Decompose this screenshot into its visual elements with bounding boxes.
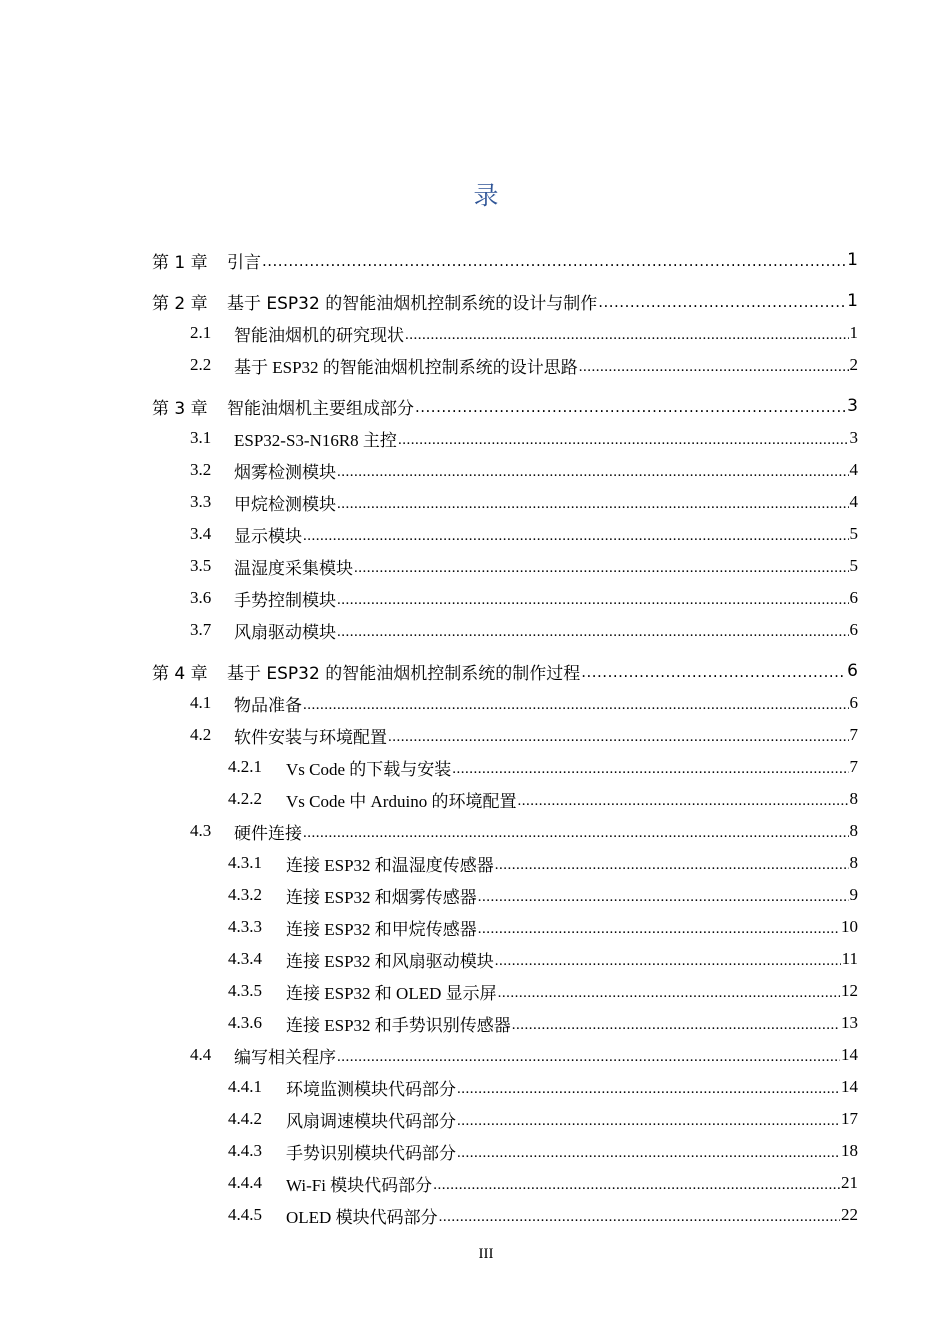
toc-entry[interactable] (190, 1039, 858, 1071)
toc-entry-number: 4.2.2 (228, 789, 262, 808)
toc-entry-page: 14 (841, 1077, 858, 1096)
toc-entry-title: 连接 ESP32 和 OLED 显示屏 (286, 983, 497, 1003)
toc-entry-number: 4.4 (190, 1045, 212, 1064)
toc-entry-title: Wi-Fi 模块代码部分 (286, 1175, 433, 1195)
toc-entry-page: 3 (849, 428, 858, 447)
toc-entry[interactable] (228, 1103, 858, 1135)
toc-entry-number: 第 2 章 (152, 293, 208, 314)
toc-entry-title: ESP32-S3-N16R8 主控 (234, 430, 397, 450)
dot-leader (457, 1142, 840, 1162)
toc-entry-title: 基于 ESP32 的智能油烟机控制系统的设计思路 (234, 357, 578, 377)
toc-entry-title: 软件安装与环境配置 (234, 727, 387, 747)
toc-entry-page: 5 (849, 556, 858, 575)
toc-entry[interactable] (190, 422, 858, 454)
toc-entry-title: 显示模块 (234, 526, 302, 546)
toc-entry-number: 3.5 (190, 556, 212, 575)
toc-entry-title: 甲烷检测模块 (234, 494, 336, 514)
dot-leader (415, 397, 846, 417)
toc-entry-title: Vs Code 的下载与安装 (286, 759, 452, 779)
toc-entry[interactable] (152, 244, 858, 276)
toc-entry-number: 3.4 (190, 524, 212, 543)
toc-entry-title: 连接 ESP32 和烟雾传感器 (286, 887, 477, 907)
toc-entry-page: 8 (849, 789, 858, 808)
toc-entry[interactable] (190, 349, 858, 381)
dot-leader (478, 918, 840, 938)
toc-entry-title: 智能油烟机的研究现状 (234, 325, 404, 345)
toc-entry-number: 2.2 (190, 355, 212, 374)
dot-leader (303, 525, 849, 545)
toc-entry-number: 3.3 (190, 492, 212, 511)
dot-leader (579, 356, 849, 376)
dot-leader (512, 1014, 840, 1034)
toc-entry-title: 风扇调速模块代码部分 (286, 1111, 456, 1131)
toc-entry[interactable] (228, 783, 858, 815)
toc-entry[interactable] (152, 655, 858, 687)
toc-entry-title: 引言 (227, 252, 261, 273)
toc-entry-number: 4.2 (190, 725, 212, 744)
toc-title: 录 (473, 181, 499, 210)
toc-entry-number: 4.4.5 (228, 1205, 262, 1224)
toc-entry[interactable] (228, 1071, 858, 1103)
toc-entry[interactable] (228, 943, 858, 975)
toc-entry-page: 18 (841, 1141, 858, 1160)
toc-entry[interactable] (228, 911, 858, 943)
toc-entry-page: 21 (841, 1173, 858, 1192)
page-number: III (478, 1246, 494, 1262)
toc-entry-title: 连接 ESP32 和甲烷传感器 (286, 919, 477, 939)
dot-leader (337, 493, 849, 513)
toc-entry-title: 基于 ESP32 的智能油烟机控制系统的制作过程 (227, 663, 581, 684)
toc-entry-page: 4 (849, 460, 858, 479)
dot-leader (457, 1078, 840, 1098)
toc-entry[interactable] (190, 719, 858, 751)
toc-entry-page: 2 (849, 355, 858, 374)
dot-leader (337, 621, 849, 641)
dot-leader (398, 429, 849, 449)
toc-entry-number: 3.6 (190, 588, 212, 607)
toc-entry[interactable] (190, 518, 858, 550)
dot-leader (495, 854, 849, 874)
dot-leader (303, 694, 849, 714)
toc-entry-page: 12 (841, 981, 858, 1000)
toc-entry-page: 1 (847, 250, 858, 270)
toc-entry[interactable] (190, 582, 858, 614)
toc-entry-number: 3.2 (190, 460, 212, 479)
toc-entry-title: 编写相关程序 (234, 1047, 336, 1067)
toc-entry-title: 手势控制模块 (234, 590, 336, 610)
toc-entry-title: 环境监测模块代码部分 (286, 1079, 456, 1099)
toc-entry-title: 连接 ESP32 和风扇驱动模块 (286, 951, 494, 971)
toc-entry[interactable] (228, 847, 858, 879)
toc-entry-title: OLED 模块代码部分 (286, 1207, 438, 1227)
dot-leader (517, 790, 848, 810)
toc-entry-number: 4.3.4 (228, 949, 262, 968)
dot-leader (581, 662, 846, 682)
dot-leader (354, 557, 849, 577)
toc-entry-number: 第 1 章 (152, 252, 208, 273)
toc-entry-number: 4.4.3 (228, 1141, 262, 1160)
toc-entry-number: 4.4.2 (228, 1109, 262, 1128)
toc-entry-number: 4.4.4 (228, 1173, 262, 1192)
toc-entry-title: 基于 ESP32 的智能油烟机控制系统的设计与制作 (227, 293, 598, 314)
toc-entry[interactable] (228, 1199, 858, 1231)
dot-leader (303, 822, 849, 842)
toc-entry[interactable] (190, 687, 858, 719)
toc-entry[interactable] (228, 1167, 858, 1199)
toc-entry[interactable] (152, 285, 858, 317)
toc-entry-page: 7 (849, 725, 858, 744)
toc-entry-page: 3 (847, 396, 858, 416)
toc-entry-title: 手势识别模块代码部分 (286, 1143, 456, 1163)
toc-entry[interactable] (190, 550, 858, 582)
toc-entry[interactable] (228, 1135, 858, 1167)
toc-entry-number: 4.3.6 (228, 1013, 262, 1032)
toc-entry-number: 3.7 (190, 620, 212, 639)
toc-entry-page: 13 (841, 1013, 858, 1032)
dot-leader (433, 1174, 840, 1194)
toc-entry-number: 4.3.5 (228, 981, 262, 1000)
dot-leader (439, 1206, 840, 1226)
toc-entry[interactable] (190, 614, 858, 646)
toc-entry-number: 4.3.3 (228, 917, 262, 936)
toc-entry-number: 3.1 (190, 428, 212, 447)
toc-entry[interactable] (190, 317, 858, 349)
toc-entry-title: 风扇驱动模块 (234, 622, 336, 642)
toc-entry-number: 4.2.1 (228, 757, 262, 776)
toc-entry-title: Vs Code 中 Arduino 的环境配置 (286, 791, 517, 811)
toc-entry[interactable] (228, 975, 858, 1007)
toc-entry[interactable] (228, 879, 858, 911)
toc-entry-number: 第 3 章 (152, 398, 208, 419)
toc-entry-page: 5 (849, 524, 858, 543)
dot-leader (337, 461, 849, 481)
toc-entry[interactable] (190, 815, 858, 847)
toc-entry-title: 物品准备 (234, 695, 302, 715)
dot-leader (262, 251, 846, 271)
toc-entry[interactable] (190, 454, 858, 486)
toc-entry-page: 17 (841, 1109, 858, 1128)
toc-entry-number: 4.1 (190, 693, 212, 712)
dot-leader (337, 589, 849, 609)
toc-entry-page: 4 (849, 492, 858, 511)
toc-entry-page: 6 (849, 588, 858, 607)
toc-entry-number: 4.3.2 (228, 885, 262, 904)
toc-entry-number: 2.1 (190, 323, 212, 342)
toc-entry-page: 7 (849, 757, 858, 776)
toc-entry-title: 烟雾检测模块 (234, 462, 336, 482)
dot-leader (498, 982, 840, 1002)
toc-entry-page: 10 (841, 917, 858, 936)
toc-entry-number: 4.3.1 (228, 853, 262, 872)
dot-leader (457, 1110, 840, 1130)
toc-entry-page: 1 (849, 323, 858, 342)
toc-entry-title: 连接 ESP32 和手势识别传感器 (286, 1015, 511, 1035)
toc-entry-number: 4.3 (190, 821, 212, 840)
toc-entry-title: 温湿度采集模块 (234, 558, 353, 578)
toc-entry-number: 4.4.1 (228, 1077, 262, 1096)
toc-entry-page: 6 (849, 693, 858, 712)
toc-entry-page: 11 (841, 949, 858, 968)
toc-entry-title: 连接 ESP32 和温湿度传感器 (286, 855, 494, 875)
toc-entry-number: 第 4 章 (152, 663, 208, 684)
toc-entry-page: 8 (849, 853, 858, 872)
toc-entry-page: 9 (849, 885, 858, 904)
dot-leader (452, 758, 848, 778)
dot-leader (388, 726, 849, 746)
toc-entry-page: 6 (849, 620, 858, 639)
dot-leader (405, 324, 849, 344)
toc-entry[interactable] (228, 751, 858, 783)
toc-entry-page: 1 (847, 291, 858, 311)
toc-entry[interactable] (190, 486, 858, 518)
dot-leader (478, 886, 849, 906)
toc-entry-page: 14 (841, 1045, 858, 1064)
dot-leader (337, 1046, 840, 1066)
toc-entry-title: 智能油烟机主要组成部分 (227, 398, 414, 419)
toc-entry-page: 6 (847, 661, 858, 681)
dot-leader (495, 950, 841, 970)
toc-entry-page: 22 (841, 1205, 858, 1224)
toc-entry[interactable] (228, 1007, 858, 1039)
toc-entry-title: 硬件连接 (234, 823, 302, 843)
toc-entry[interactable] (152, 390, 858, 422)
toc-entry-page: 8 (849, 821, 858, 840)
dot-leader (598, 292, 846, 312)
